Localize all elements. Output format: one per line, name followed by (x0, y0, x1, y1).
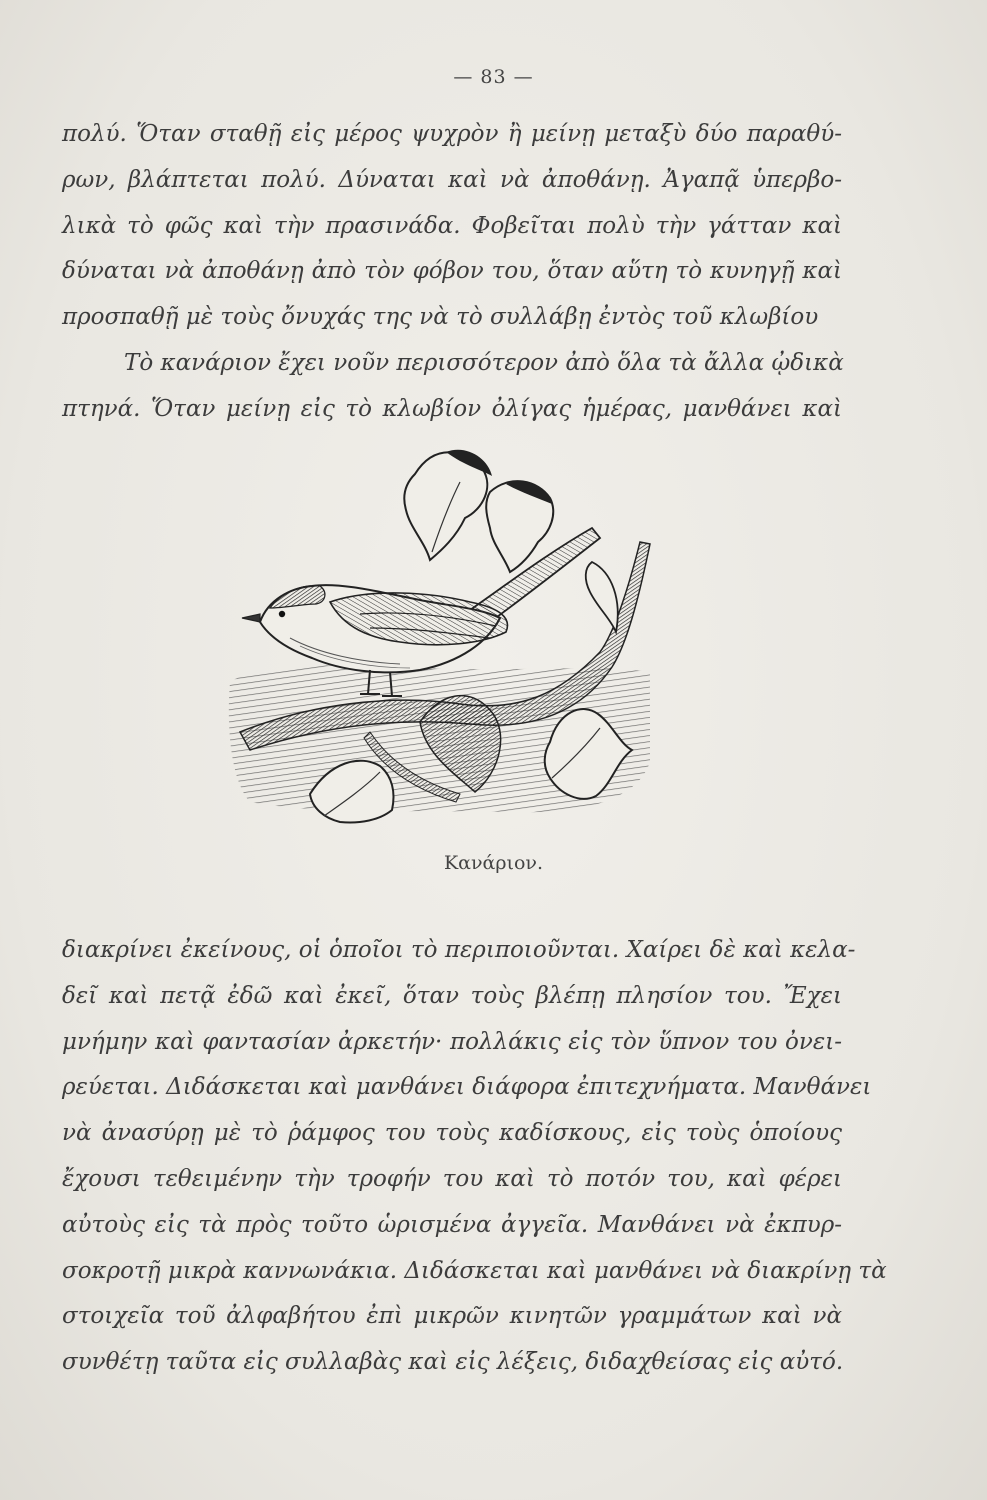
text-line: Τὸ κανάριον ἔχει νοῦν περισσότερον ἀπὸ ὅλα τὰ ἄλλα ᾠδικὰ (124, 349, 844, 376)
text-line: λικὰ τὸ φῶς καὶ τὴν πρασινάδα. Φοβεῖται πολὺ τὴν γάτταν καὶ (62, 212, 842, 239)
page-number: — 83 — (453, 66, 534, 88)
text-line: πολύ. Ὅταν σταθῇ εἰς μέρος ψυχρὸν ἢ μείνῃ μεταξὺ δύο παραθύ- (62, 121, 842, 147)
text-line: προσπαθῇ μὲ τοὺς ὄνυχάς της νὰ τὸ συλλάβῃ ἐντὸς τοῦ κλωβίου (62, 304, 819, 331)
text-block-bottom (62, 928, 887, 1386)
text-line: δεῖ καὶ πετᾷ ἐδῶ καὶ ἐκεῖ, ὅταν τοὺς βλέπῃ πλησίον του. Ἔχει (62, 982, 842, 1009)
text-line: δύναται νὰ ἀποθάνῃ ἀπὸ τὸν φόβον του, ὅταν αὕτη τὸ κυνηγῇ καὶ (62, 258, 842, 285)
canary-engraving (220, 432, 660, 852)
text-line: ἔχουσι τεθειμένην τὴν τροφήν του καὶ τὸ ποτόν του, καὶ φέρει (62, 1165, 842, 1192)
text-line: μνήμην καὶ φαντασίαν ἀρκετήν· πολλάκις εἰς τὸν ὕπνον του ὀνει- (62, 1028, 842, 1055)
text-line: στοιχεῖα τοῦ ἀλφαβήτου ἐπὶ μικρῶν κινητῶν γραμμάτων καὶ νὰ (62, 1303, 842, 1330)
bird-eye (279, 611, 285, 617)
bird-beak (242, 614, 260, 622)
top-leaf-left (404, 452, 487, 560)
text-line: αὐτοὺς εἰς τὰ πρὸς τοῦτο ὡρισμένα ἀγγεῖα. Μανθάνει νὰ ἐκπυρ- (62, 1211, 842, 1238)
text-line: νὰ ἀνασύρῃ μὲ τὸ ῥάμφος του τοὺς καδίσκους, εἰς τοὺς ὁποίους (62, 1120, 842, 1147)
text-line: ρεύεται. Διδάσκεται καὶ μανθάνει διάφορα ἐπιτεχνήματα. Μανθάνει (62, 1074, 872, 1101)
text-line: ρων, βλάπτεται πολύ. Δύναται καὶ νὰ ἀποθάνῃ. Ἀγαπᾷ ὑπερβο- (62, 166, 842, 193)
text-line: πτηνά. Ὅταν μείνῃ εἰς τὸ κλωβίον ὀλίγας ἡμέρας, μανθάνει καὶ (62, 395, 842, 422)
figure-caption: Κανάριον. (443, 852, 544, 874)
text-block-top (62, 112, 842, 433)
text-line: διακρίνει ἐκείνους, οἱ ὁποῖοι τὸ περιποιοῦνται. Χαίρει δὲ καὶ κελα- (62, 937, 856, 963)
text-line: σοκροτῇ μικρὰ καννωνάκια. Διδάσκεται καὶ μανθάνει νὰ διακρίνῃ τὰ (62, 1257, 887, 1284)
text-line: συνθέτῃ ταῦτα εἰς συλλαβὰς καὶ εἰς λέξεις, διδαχθείσας εἰς αὐτό. (62, 1349, 844, 1376)
hanging-leaf (586, 562, 618, 632)
